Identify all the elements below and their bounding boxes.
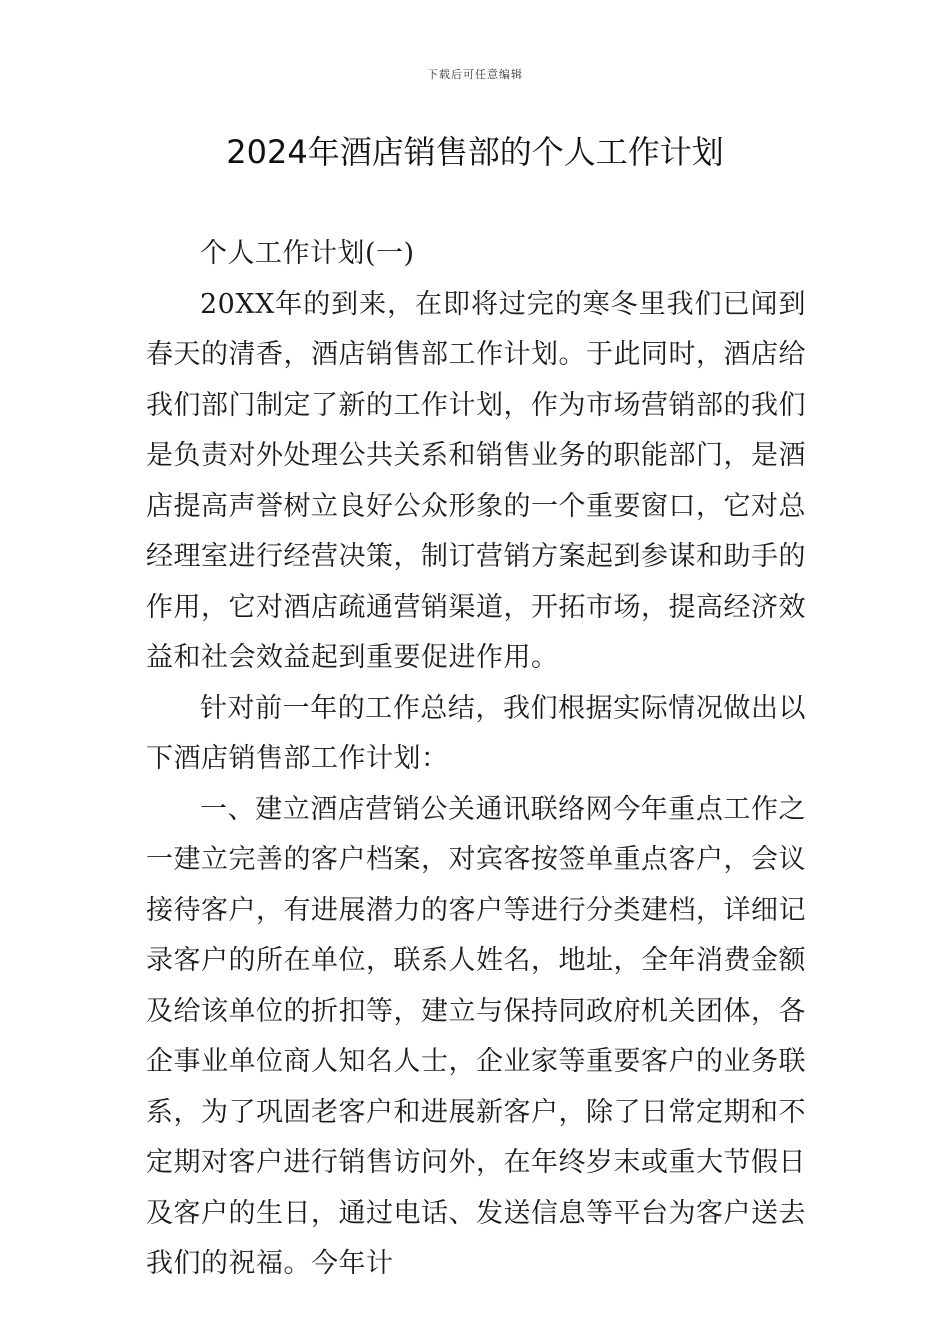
document-title: 2024年酒店销售部的个人工作计划 (226, 133, 724, 171)
paragraph-intro: 20XX年的到来，在即将过完的寒冬里我们已闻到春天的清香，酒店销售部工作计划。于此同时，酒店给我们部门制定了新的工作计划，作为市场营销部的我们是负责对外处理公共关系和销售业务的职能部门，是酒店提高声誉树立良好公众形象的一个重要窗口，它对总经理室进行经营决策，制订营销方案起到参谋和助手的作用，它对酒店疏通营销渠道，开拓市场，提高经济效益和社会效益起到重要促进作用。 (146, 288, 806, 673)
page-header-note: 下载后可任意编辑 (427, 68, 523, 81)
section-heading: 个人工作计划(一) (200, 238, 415, 269)
paragraph-plan-lead: 针对前一年的工作总结，我们根据实际情况做出以下酒店销售部工作计划： (146, 692, 806, 774)
document-body (146, 229, 806, 1290)
paragraph-item-1: 一、建立酒店营销公关通讯联络网今年重点工作之一建立完善的客户档案，对宾客按签单重点客户，会议接待客户，有进展潜力的客户等进行分类建档，详细记录客户的所在单位，联系人姓名，地址，全年消费金额及给该单位的折扣等，建立与保持同政府机关团体，各企事业单位商人知名人士，企业家等重要客户的业务联系，为了巩固老客户和进展新客户，除了日常定期和不定期对客户进行销售访问外，在年终岁末或重大节假日及客户的生日，通过电话、发送信息等平台为客户送去我们的祝福。今年计 (146, 793, 806, 1279)
